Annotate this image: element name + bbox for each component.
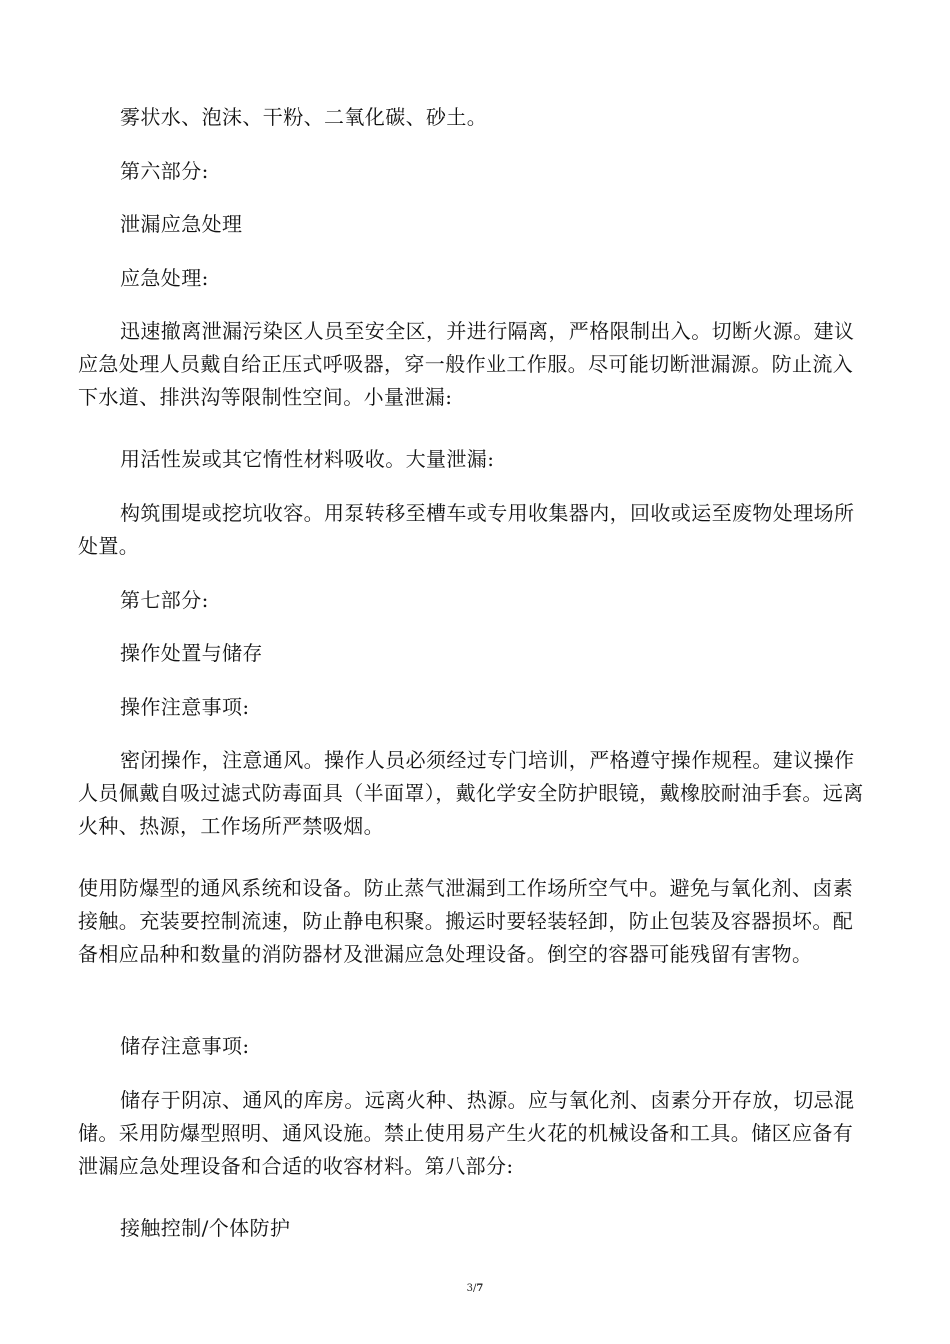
paragraph-large-leak: 构筑围堤或挖坑收容。用泵转移至槽车或专用收集器内，回收或运至废物处理场所处置。 [78, 501, 855, 558]
section-heading-part-seven: 第七部分: [120, 588, 209, 612]
paragraph-storage-notes: 储存于阴凉、通风的库房。远离火种、热源。应与氧化剂、卤素分开存放，切忌混储。采用防爆型照明、通风设施。禁止使用易产生火花的机械设备和工具。储区应备有泄漏应急处理设备和合适的收容材料。第八部分: [78, 1088, 855, 1178]
subheading-emergency-handling: 应急处理: [120, 266, 209, 290]
paragraph-operation-notes: 密闭操作，注意通风。操作人员必须经过专门培训，严格遵守操作规程。建议操作人员佩戴自吸过滤式防毒面具（半面罩），戴化学安全防护眼镜，戴橡胶耐油手套。远离火种、热源，工作场所严禁吸烟。 [78, 748, 864, 838]
paragraph-ventilation-equipment: 使用防爆型的通风系统和设备。防止蒸气泄漏到工作场所空气中。避免与氧化剂、卤素接触。充装要控制流速，防止静电积聚。搬运时要轻装轻卸，防止包装及容器损坏。配备相应品种和数量的消防器材及泄漏应急处理设备。倒空的容器可能残留有害物。 [78, 876, 854, 966]
paragraph-emergency-handling: 迅速撤离泄漏污染区人员至安全区，并进行隔离，严格限制出入。切断火源。建议应急处理人员戴自给正压式呼吸器，穿一般作业工作服。尽可能切断泄漏源。防止流入下水道、排洪沟等限制性空间。小量泄漏: [78, 319, 855, 409]
subheading-storage-notes: 储存注意事项: [120, 1034, 250, 1058]
section-heading-part-six: 第六部分: [120, 159, 209, 183]
page-number-total: 7 [476, 1283, 484, 1294]
section-title-leak-emergency: 泄漏应急处理 [120, 212, 243, 236]
page-number-current: 3/ [466, 1283, 477, 1294]
page-number [0, 1283, 950, 1294]
section-title-handling-storage: 操作处置与储存 [120, 641, 263, 665]
section-title-exposure-control: 接触控制/个体防护 [120, 1216, 291, 1240]
subheading-operation-notes: 操作注意事项: [120, 695, 250, 719]
paragraph-small-leak: 用活性炭或其它惰性材料吸收。大量泄漏: [120, 447, 495, 471]
paragraph-extinguishing-media: 雾状水、泡沫、干粉、二氧化碳、砂土。 [120, 105, 488, 129]
